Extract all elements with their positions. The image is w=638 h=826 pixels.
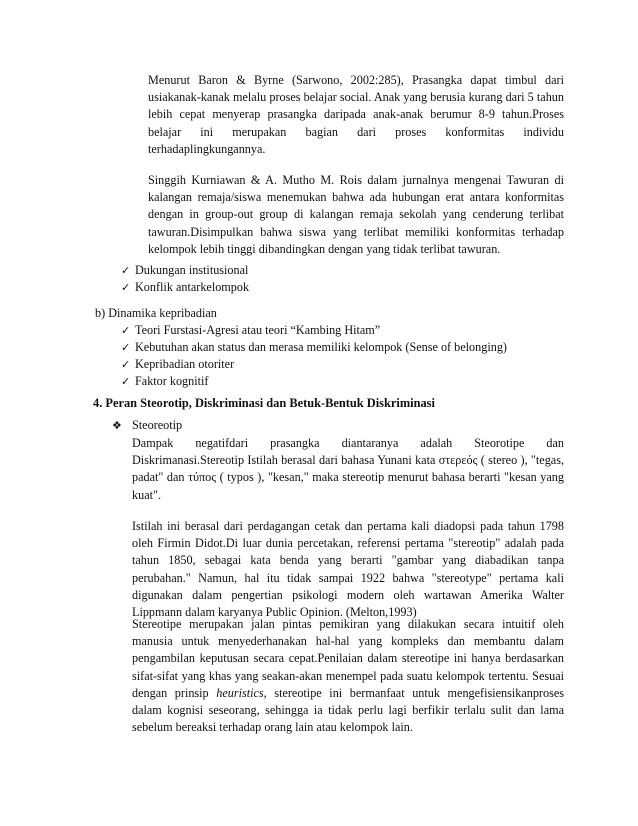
- checklist-item: [121, 279, 249, 297]
- paragraph-stereotip-history: Istilah ini berasal dari perdagangan cetak dan pertama kali diadopsi pada tahun 1798 oleh Firmin Didot.Di luar dunia percetakan, referensi pertama "stereotip" adalah pada tahun 1850, sebagai kata benda yang berarti "gambar yang diabadikan tanpa perubahan." Namun, hal itu tidak sampai 1922 bahwa "stereotype" pertama kali digunakan dalam pengertian psikologi modern oleh wartawan Amerika Walter Lippmann dalam karyanya Public Opinion. (Melton,1993): [132, 519, 564, 620]
- checklist-item-label: Faktor kognitif: [135, 374, 209, 388]
- checklist-item-label: Dukungan institusional: [135, 263, 249, 277]
- heuristics-text-after: , stereotipe ini bermanfaat untuk mengefisiensikanproses dalam kognisi seseorang, sehingga ia tidak perlu lagi berfikir terlalu sulit dan lama sebelum bereaksi terhadap orang lain atau kelompok lain.: [132, 685, 564, 735]
- checkmark-icon: ✓: [121, 324, 131, 337]
- checkmark-icon: ✓: [121, 358, 131, 371]
- heuristics-term: heuristics: [216, 685, 264, 700]
- heuristics-text-before: Stereotipe merupakan jalan pintas pemikiran yang dilakukan secara intuitif oleh manusia untuk menyederhanakan hal-hal yang kompleks dan membantu dalam pengambilan keputusan secara cepat.Penilaian dalam stereotipe ini hanya berdasarkan sifat-sifat yang khas yang seakan-akan menempel pada suatu kelompok tertentu. Sesuai dengan prinsip: [132, 617, 564, 700]
- checkmark-icon: ✓: [121, 341, 131, 354]
- checklist-item-label: Kepribadian otoriter: [135, 357, 235, 371]
- checklist-item: [121, 373, 208, 391]
- steoreotip-bullet: [112, 418, 182, 433]
- checkmark-icon: ✓: [121, 281, 131, 294]
- checklist-item-label: Kebutuhan akan status dan merasa memiliki kelompok (Sense of belonging): [135, 340, 507, 354]
- diamond-bullet-icon: ❖: [112, 419, 122, 432]
- checkmark-icon: ✓: [121, 264, 131, 277]
- subsection-b-label: b) Dinamika kepribadian: [95, 306, 217, 320]
- checklist-item: [121, 356, 234, 374]
- paragraph-baron-byrne: Menurut Baron & Byrne (Sarwono, 2002:285), Prasangka dapat timbul dari usiakanak-kanak melalu proses belajar social. Anak yang berusia kurang dari 5 tahun lebih cepat menyerap prasangka daripada anak-anak berumur 8-9 tahun.Proses belajar ini merupakan bagian dari proses konformitas individu terhadaplingkungannya.: [148, 73, 564, 156]
- paragraph-kurniawan-rois: Singgih Kurniawan & A. Mutho M. Rois dalam jurnalnya mengenai Tawuran di kalangan remaja/siswa menemukan bahwa ada hubungan erat antara konformitas dengan in group-out group di kalangan remaja sekolah yang cenderung terlibat tawuran.Disimpulkan bahwa siswa yang terlibat memiliki konformitas terhadap kelompok lebih tinggi dibandingkan dengan yang tidak terlibat tawuran.: [148, 173, 564, 256]
- paragraph-stereotip-heuristics: [132, 616, 564, 736]
- checkmark-icon: ✓: [121, 375, 131, 388]
- steoreotip-bullet-label: Steoreotip: [132, 418, 183, 432]
- checklist-item-label: Teori Furstasi-Agresi atau teori “Kambing Hitam”: [135, 323, 381, 337]
- checklist-item: [121, 262, 248, 280]
- checklist-item: [121, 339, 507, 357]
- section-heading-4: 4. Peran Steorotip, Diskriminasi dan Betuk-Bentuk Diskriminasi: [93, 396, 435, 410]
- checklist-item-label: Konflik antarkelompok: [135, 280, 250, 294]
- checklist-item: [121, 322, 380, 340]
- paragraph-stereotip-definition: Dampak negatifdari prasangka diantaranya adalah Steorotipe dan Diskrimanasi.Stereotip Istilah berasal dari bahasa Yunani kata στερεός ( stereo ), "tegas, padat" dan τύπος ( typos ), "kesan," maka stereotip menurut bahasa berarti "kesan yang kuat".: [132, 436, 564, 502]
